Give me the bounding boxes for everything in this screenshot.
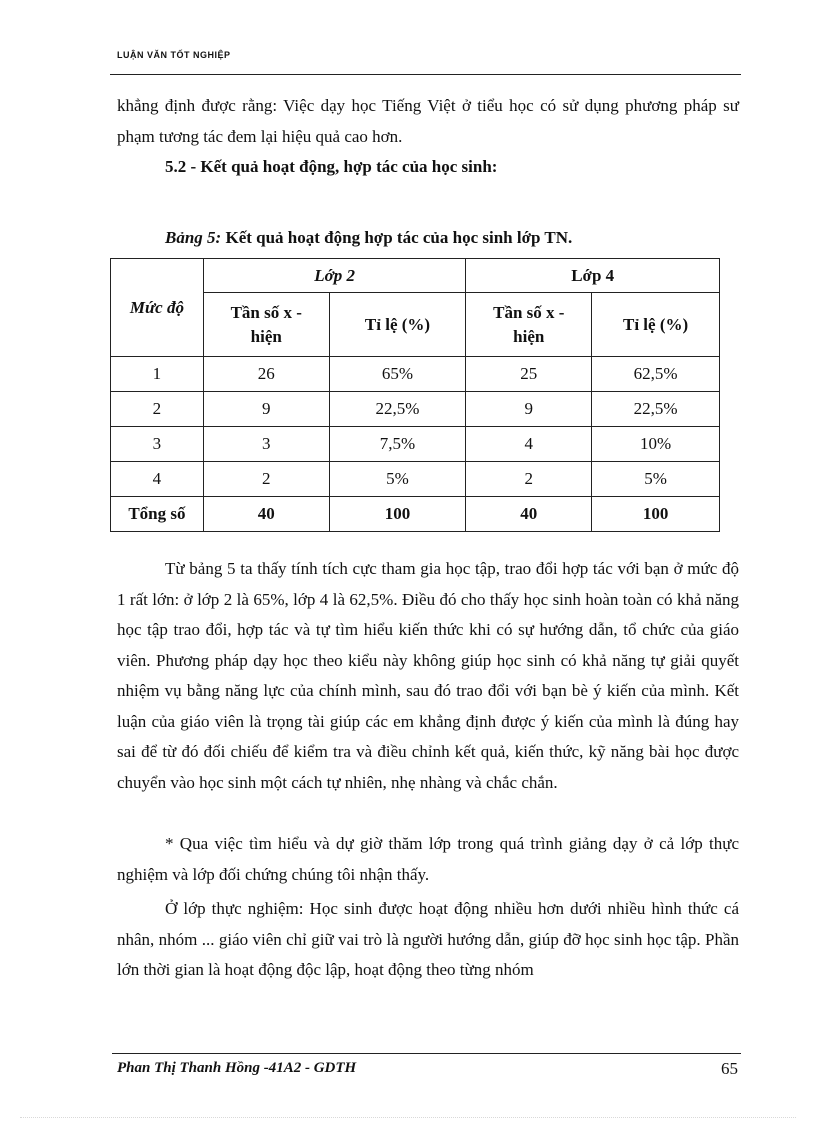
- level-cell: 1: [111, 357, 204, 392]
- freq-header-line2: hiện: [513, 326, 545, 346]
- observation-paragraph: * Qua việc tìm hiểu và dự giờ thăm lớp trong quá trình giảng dạy ở cả lớp thực nghiệm và lớp đối chứng chúng tôi nhận thấy.: [117, 834, 739, 884]
- total-class-a-ratio-cell: 100: [329, 497, 466, 532]
- class-b-header: Lớp 4: [466, 259, 720, 293]
- table-caption-text: Kết quả hoạt động hợp tác của học sinh lớp TN.: [221, 228, 573, 247]
- footer-rule: [112, 1053, 741, 1054]
- class-a-ratio-cell: 7,5%: [329, 427, 466, 462]
- page-number: 65: [721, 1059, 738, 1078]
- freq-header-line2: hiện: [250, 326, 282, 346]
- level-cell: 3: [111, 427, 204, 462]
- freq-header-line1: Tần số x -: [493, 302, 565, 322]
- class-b-freq-cell: 25: [466, 357, 592, 392]
- table-row: [111, 357, 720, 392]
- total-class-b-ratio-cell: 100: [592, 497, 720, 532]
- analysis-paragraph: Từ bảng 5 ta thấy tính tích cực tham gia học tập, trao đổi hợp tác với bạn ở mức độ 1 rất lớn: ở lớp 2 là 65%, lớp 4 là 62,5%. Điều đó cho thấy học sinh hoàn toàn có khả năng học tập trao đổi, hợp tác và tự tìm hiểu kiến thức khi có sự hướng dẫn, tổ chức của giáo viên. Phương pháp dạy học theo kiểu này không giúp học sinh có khả năng tự giải quyết nhiệm vụ bằng năng lực của chính mình, sau đó trao đổi với bạn bè ý kiến của mình. Kết luận của giáo viên là trọng tài giúp các em khẳng định được ý kiến của mình là đúng hay sai để từ đó đối chiếu để kiểm tra và điều chỉnh kết quả, kiến thức, kỹ năng bài học được chuyển vào học sinh một cách tự nhiên, nhẹ nhàng và chắc chắn.: [117, 559, 739, 792]
- class-a-freq-cell: 9: [203, 392, 329, 427]
- class-b-ratio-cell: 5%: [592, 462, 720, 497]
- intro-paragraph: khẳng định được rằng: Việc dạy học Tiếng Việt ở tiểu học có sử dụng phương pháp sư phạm tương tác đem lại hiệu quả cao hơn.: [117, 96, 739, 146]
- table-caption: [165, 228, 572, 248]
- table-total-row: [111, 497, 720, 532]
- class-b-freq-cell: 2: [466, 462, 592, 497]
- class-a-ratio-header: Tỉ lệ (%): [329, 293, 466, 357]
- class-a-freq-cell: 26: [203, 357, 329, 392]
- bottom-dotted-line: [20, 1117, 796, 1118]
- class-a-ratio-cell: 65%: [329, 357, 466, 392]
- results-table: [110, 258, 720, 532]
- class-b-ratio-cell: 22,5%: [592, 392, 720, 427]
- total-class-b-freq-cell: 40: [466, 497, 592, 532]
- class-b-ratio-cell: 62,5%: [592, 357, 720, 392]
- class-b-freq-cell: 4: [466, 427, 592, 462]
- running-header: LUẬN VĂN TỐT NGHIỆP: [117, 50, 231, 60]
- table-row: [111, 427, 720, 462]
- level-cell: 2: [111, 392, 204, 427]
- class-b-freq-header: [466, 293, 592, 357]
- table-header-row: [111, 259, 720, 293]
- table-row: [111, 462, 720, 497]
- class-a-header: Lớp 2: [203, 259, 466, 293]
- total-label-cell: Tổng số: [111, 497, 204, 532]
- freq-header-line1: Tần số x -: [230, 302, 302, 322]
- class-a-freq-cell: 2: [203, 462, 329, 497]
- class-a-freq-cell: 3: [203, 427, 329, 462]
- header-rule: [110, 74, 741, 75]
- class-a-freq-header: [203, 293, 329, 357]
- class-a-ratio-cell: 22,5%: [329, 392, 466, 427]
- class-b-ratio-cell: 10%: [592, 427, 720, 462]
- level-header: Mức độ: [111, 259, 204, 357]
- level-cell: 4: [111, 462, 204, 497]
- section-heading: 5.2 - Kết quả hoạt động, hợp tác của học sinh:: [165, 157, 498, 176]
- total-class-a-freq-cell: 40: [203, 497, 329, 532]
- class-b-freq-cell: 9: [466, 392, 592, 427]
- class-a-ratio-cell: 5%: [329, 462, 466, 497]
- table-row: [111, 392, 720, 427]
- footer-author: Phan Thị Thanh Hồng -41A2 - GDTH: [117, 1060, 357, 1076]
- class-b-ratio-header: Tỉ lệ (%): [592, 293, 720, 357]
- table-caption-label: Bảng 5:: [165, 228, 222, 247]
- experimental-paragraph: Ở lớp thực nghiệm: Học sinh được hoạt động nhiều hơn dưới nhiều hình thức cá nhân, nhóm ... giáo viên chỉ giữ vai trò là người hướng dẫn, giúp đỡ học sinh học tập. Phần lớn thời gian là hoạt động độc lập, hoạt động theo từng nhóm: [117, 899, 739, 979]
